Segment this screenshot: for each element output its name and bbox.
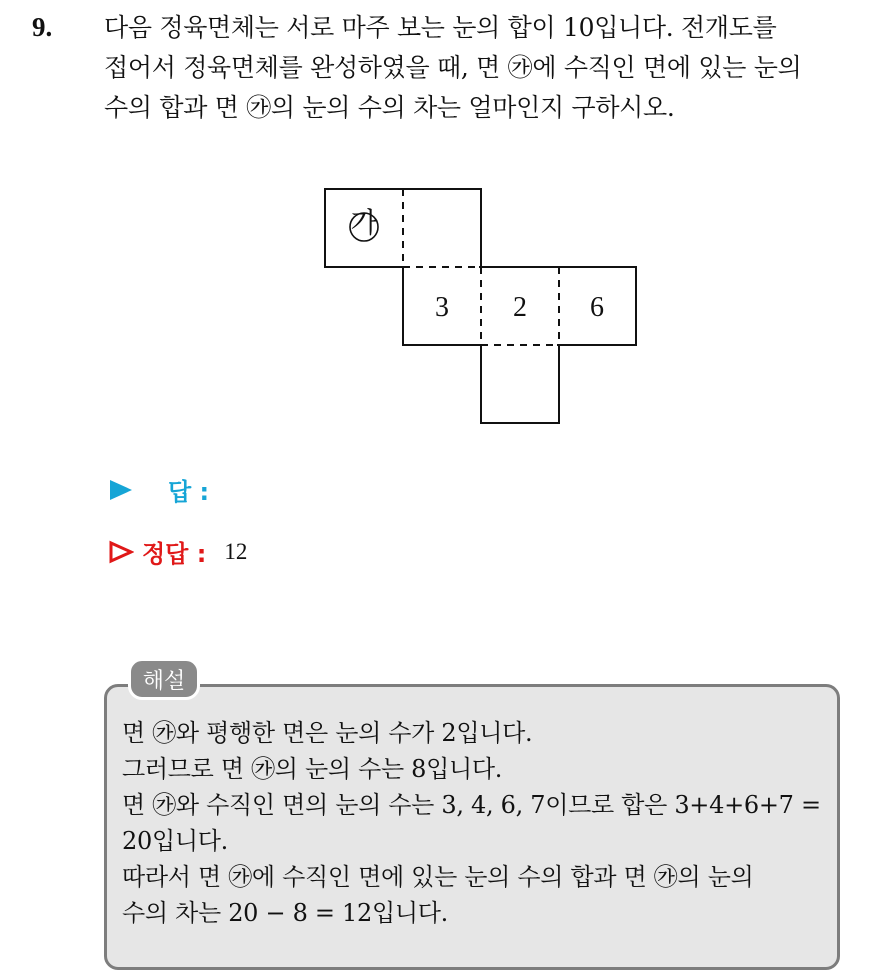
face-marker-ga	[350, 207, 378, 241]
face-value-2: 2	[513, 292, 527, 323]
explanation-text	[122, 715, 842, 931]
question-number: 9.	[32, 12, 53, 42]
net-bottom-face	[481, 345, 559, 423]
explanation-line: 수의 차는 20 − 8 = 12입니다.	[122, 899, 448, 927]
play-triangle-icon	[108, 478, 134, 502]
face-value-6: 6	[590, 292, 604, 323]
correct-answer-value: 12	[224, 538, 248, 564]
correct-answer-row	[108, 534, 247, 569]
answer-blank-row	[108, 472, 209, 507]
question-line: 다음 정육면체는 서로 마주 보는 눈의 합이 10입니다. 전개도를	[104, 13, 777, 42]
explanation-line: 면 ㉮와 수직인 면의 눈의 수는 3, 4, 6, 7이므로 합은 3+4+6+7 =	[122, 791, 821, 819]
explanation-line: 따라서 면 ㉮에 수직인 면에 있는 눈의 수의 합과 면 ㉮의 눈의	[122, 863, 754, 891]
explanation-line: 그러므로 면 ㉮의 눈의 수는 8입니다.	[122, 755, 503, 783]
svg-text:가: 가	[350, 208, 378, 239]
explanation-line: 20입니다.	[122, 827, 228, 855]
face-value-3: 3	[435, 292, 449, 323]
question-line: 수의 합과 면 ㉮의 눈의 수의 차는 얼마인지 구하시오.	[104, 93, 675, 122]
outline-triangle-icon	[108, 540, 134, 564]
explanation-tag: 해설	[128, 658, 200, 700]
explanation-line: 면 ㉮와 평행한 면은 눈의 수가 2입니다.	[122, 719, 533, 747]
question-line: 접어서 정육면체를 완성하였을 때, 면 ㉮에 수직인 면에 있는 눈의	[104, 53, 802, 82]
answer-label: 답 :	[168, 478, 210, 506]
correct-answer-label: 정답 :	[142, 540, 207, 568]
